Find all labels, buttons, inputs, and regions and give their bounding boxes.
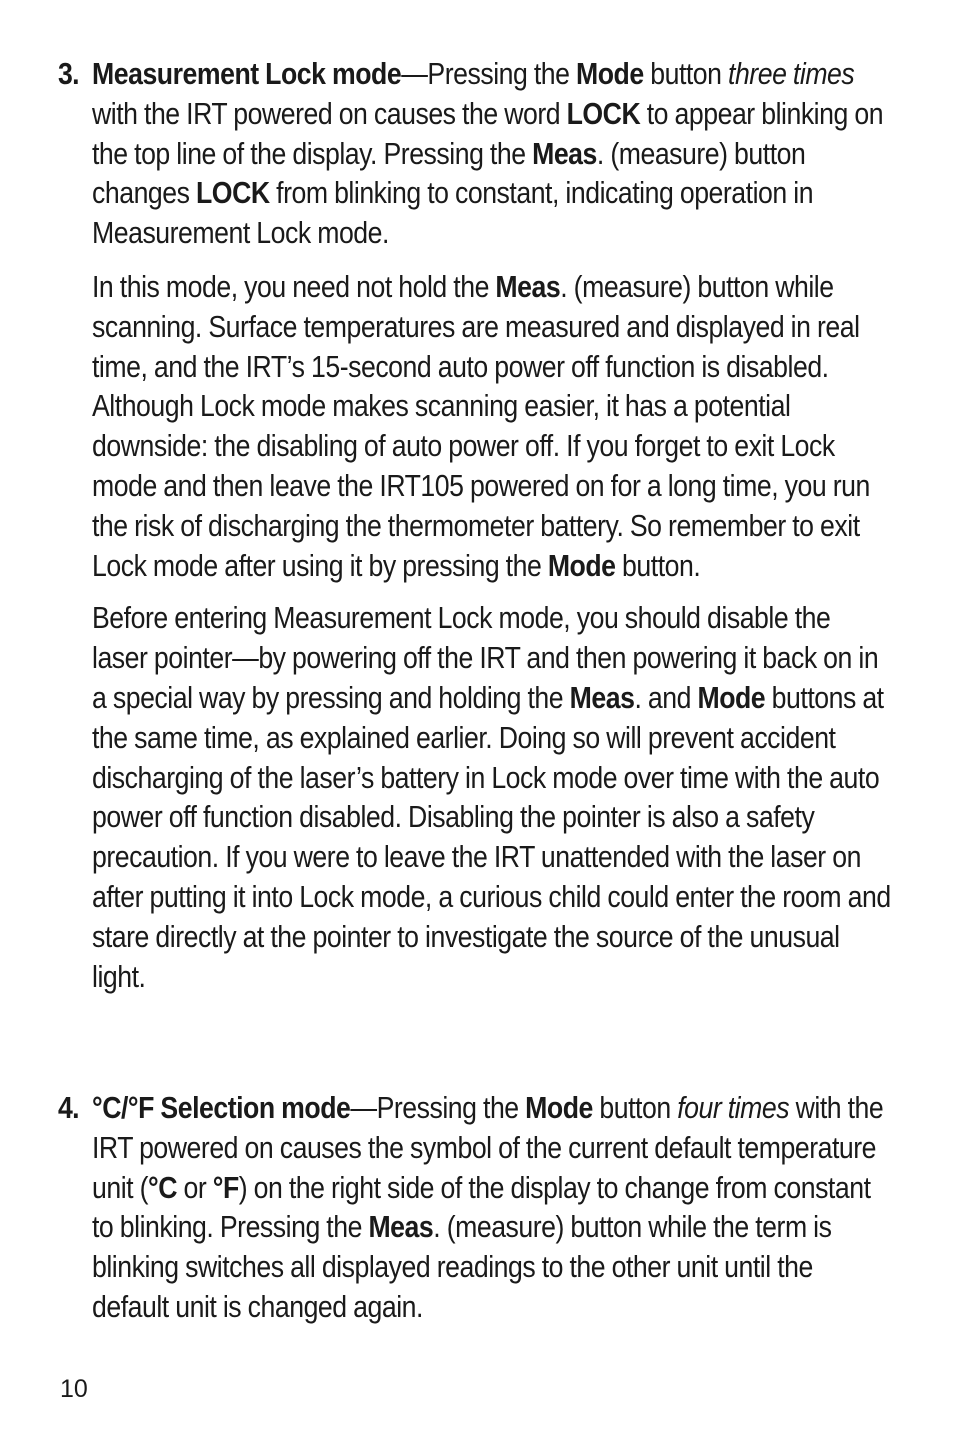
text-run: button (592, 1090, 678, 1125)
fahrenheit-unit-term: °F (212, 1169, 239, 1205)
text-run: with the IRT powered on causes the symbol of the current default temperature unit ( (92, 1090, 884, 1205)
list-item-unit-selection-mode (58, 1088, 898, 1327)
mode-button-term: Mode (525, 1090, 593, 1125)
paragraph-lock-mode-intro (92, 54, 892, 254)
paragraph-unit-selection (92, 1088, 892, 1327)
emphasis-text: three times (728, 56, 855, 91)
text-run: —Pressing the (401, 56, 577, 91)
text-run: buttons at the same time, as explained earlier. Doing so will prevent accident discharging of the laser’s battery in Lock mode over time with the auto power off function disabled. Disabling the pointer is also a safety precaution. If you were to leave the IRT unattended with the laser on after putting it into Lock mode, a curious child could enter the room and stare directly at the pointer to investigate the source of the unusual light. (92, 679, 891, 994)
text-run: button. (615, 547, 701, 583)
meas-button-term: Meas (569, 679, 635, 715)
text-run: or (176, 1169, 213, 1205)
text-run: In this mode, you need not hold the (92, 269, 496, 304)
mode-button-term: Mode (697, 679, 766, 715)
lock-term: LOCK (566, 95, 641, 131)
celsius-unit-term: °C (148, 1169, 177, 1205)
list-item-measurement-lock-mode (58, 54, 898, 996)
item-number: 3. (58, 56, 79, 91)
item-number: 4. (58, 1090, 79, 1125)
page-number: 10 (60, 1375, 88, 1403)
text-run: with the IRT powered on causes the word (92, 95, 567, 131)
text-run: from blinking to constant, indicating operation in Measurement Lock mode. (92, 175, 814, 251)
text-run: button (643, 56, 729, 91)
text-run: . and (634, 679, 698, 715)
lock-term: LOCK (195, 175, 270, 211)
meas-button-term: Meas (368, 1209, 434, 1245)
paragraph-lock-mode-details (92, 267, 892, 585)
meas-button-term: Meas (495, 269, 561, 304)
text-run: . (measure) button while scanning. Surface temperatures are measured and displayed in real time, and the IRT’s 15-second auto power off function is disabled. Although Lock mode makes scanning easier, it has a potential downside: the disabling of auto power off. If you forget to exit Lock mode and then leave the IRT105 powered on for a long time, you run the risk of discharging the thermometer battery. So remember to exit Lock mode after using it by pressing the (92, 269, 870, 583)
emphasis-text: four times (677, 1090, 790, 1125)
text-run: . (measure) button changes (92, 135, 806, 211)
paragraph-laser-warning (92, 598, 892, 996)
text-run: . (measure) button while the term is blinking switches all displayed readings to the other unit until the default unit is changed again. (92, 1209, 832, 1324)
mode-button-term: Mode (576, 56, 644, 91)
item-title: °C/°F Selection mode (92, 1090, 351, 1125)
text-run: —Pressing the (350, 1090, 526, 1125)
text-run: to appear blinking on the top line of the display. Pressing the (92, 95, 884, 171)
text-run: ) on the right side of the display to change from constant to blinking. Pressing the (92, 1169, 871, 1245)
item-title: Measurement Lock mode (92, 56, 402, 91)
text-run: Before entering Measurement Lock mode, you should disable the laser pointer—by powering off the IRT and then powering it back on in a special way by pressing and holding the (92, 600, 879, 715)
meas-button-term: Meas (532, 135, 597, 171)
mode-button-term: Mode (547, 547, 616, 583)
